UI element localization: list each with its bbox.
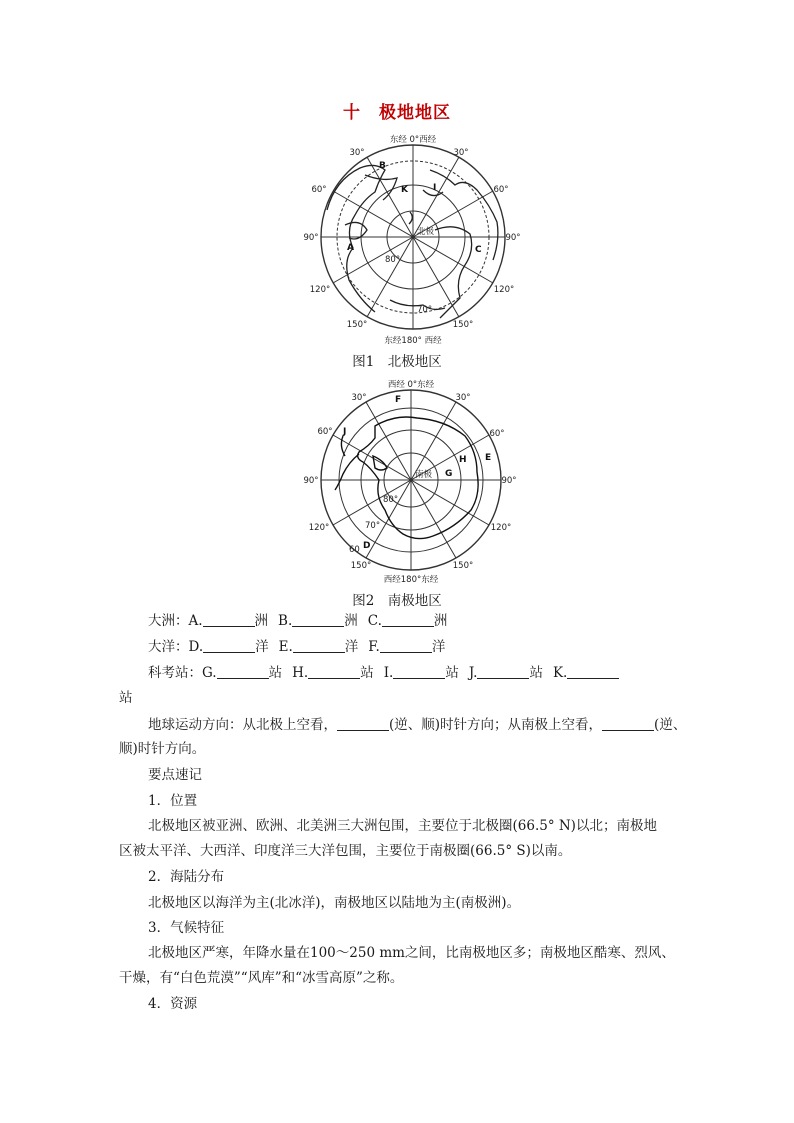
station-line-wrap: [119, 688, 133, 708]
arctic-deg-120-w: 120°: [309, 285, 331, 295]
notes-heading: 要点速记: [148, 767, 202, 783]
arctic-mark-a: A: [347, 243, 354, 253]
arctic-map-graphic: [305, 130, 525, 345]
rotation-text-1: 地球运动方向：从北极上空看，: [148, 717, 337, 733]
arctic-caption: 图1 北极地区: [352, 354, 442, 370]
label-e: E.: [278, 639, 293, 655]
rotation-line-2: 顺)时针方向。: [119, 741, 206, 757]
antarctic-deg-90-w: 90°: [303, 476, 319, 486]
antarctic-deg-30-e: 30°: [455, 393, 471, 403]
blank-a[interactable]: [203, 612, 255, 627]
suffix-b: 洲: [344, 613, 358, 629]
antarctic-top-label: 西经 0°东经: [387, 380, 435, 390]
blank-rotation-south[interactable]: [602, 716, 654, 731]
antarctic-lat-60: 60: [349, 545, 360, 555]
antarctic-caption: 图2 南极地区: [352, 593, 442, 609]
antarctic-deg-120-e: 120°: [490, 523, 512, 533]
arctic-mark-b: B: [379, 161, 386, 171]
ocean-line: [148, 637, 445, 657]
label-c: C.: [367, 613, 382, 629]
arctic-deg-30-w: 30°: [349, 148, 365, 158]
section-1-line-1: 北极地区被亚洲、欧洲、北美洲三大洲包围，主要位于北极圈(66.5° N)以北；南极地: [148, 818, 657, 834]
suffix-c: 洲: [433, 613, 448, 629]
arctic-deg-90-e: 90°: [505, 233, 521, 243]
arctic-deg-60-e: 60°: [493, 185, 509, 195]
suffix-k: 站: [119, 690, 133, 706]
arctic-deg-30-e: 30°: [453, 148, 469, 158]
antarctic-deg-90-e: 90°: [501, 476, 517, 486]
arctic-mark-k: K: [401, 185, 408, 195]
blank-i[interactable]: [393, 664, 445, 679]
page-title: 十 极地地区: [343, 103, 451, 123]
antarctic-lat-80: 80°: [383, 495, 399, 505]
suffix-a: 洲: [254, 613, 269, 629]
blank-g[interactable]: [217, 664, 269, 679]
rotation-line-1: [148, 715, 686, 735]
blank-j[interactable]: [477, 664, 529, 679]
continent-line: [148, 611, 447, 631]
section-2-line-1: 北极地区以海洋为主(北冰洋)，南极地区以陆地为主(南极洲)。: [148, 895, 521, 911]
antarctic-deg-150-e: 150°: [452, 561, 474, 571]
label-k: K.: [552, 665, 568, 681]
antarctic-mark-d: D: [363, 541, 371, 551]
suffix-i: 站: [445, 665, 459, 681]
blank-c[interactable]: [382, 612, 434, 627]
label-d: D.: [188, 639, 204, 655]
antarctic-deg-60-e: 60°: [489, 429, 505, 439]
suffix-f: 洋: [431, 639, 446, 655]
arctic-deg-60-w: 60°: [311, 185, 327, 195]
blank-k[interactable]: [567, 664, 619, 679]
suffix-e: 洋: [344, 639, 359, 655]
blank-rotation-north[interactable]: [337, 716, 389, 731]
arctic-mark-c: C: [475, 245, 482, 255]
antarctic-mark-e: E: [485, 453, 492, 463]
antarctic-map-graphic: [305, 376, 525, 584]
antarctic-lat-70: 70°: [365, 521, 381, 531]
blank-b[interactable]: [292, 612, 344, 627]
antarctic-mark-g: G: [445, 469, 453, 479]
arctic-deg-120-e: 120°: [493, 285, 515, 295]
blank-d[interactable]: [203, 638, 255, 653]
rotation-text-2: (逆、顺)时针方向；从南极上空看，: [389, 717, 603, 733]
arctic-deg-90-w: 90°: [303, 233, 319, 243]
blank-f[interactable]: [380, 638, 432, 653]
arctic-pole-label: 北极: [417, 227, 435, 237]
section-3-line-1: 北极地区严寒，年降水量在100～250 mm之间，比南极地区多；南极地区酷寒、烈风、: [148, 945, 675, 961]
section-2-title: 2．海陆分布: [148, 869, 225, 885]
antarctic-bottom-label: 西经180°东经: [383, 575, 439, 585]
blank-h[interactable]: [308, 664, 360, 679]
continent-label: 大洲：: [148, 613, 189, 629]
station-label: 科考站：: [148, 665, 202, 681]
label-a: A.: [188, 613, 203, 629]
label-g: G.: [202, 665, 217, 681]
antarctic-deg-60-w: 60°: [317, 427, 333, 437]
antarctic-map: [305, 376, 525, 584]
antarctic-deg-150-w: 150°: [350, 561, 372, 571]
arctic-bottom-label: 东经180° 西经: [384, 336, 442, 346]
arctic-lat-70: 70°: [417, 305, 433, 315]
arctic-deg-150-e: 150°: [452, 320, 474, 330]
suffix-d: 洋: [255, 639, 269, 655]
arctic-lat-80: 80°: [385, 255, 401, 265]
antarctic-pole-label: 南极: [415, 470, 433, 480]
arctic-map: [305, 130, 525, 345]
section-1-title: 1．位置: [148, 793, 198, 809]
antarctic-mark-j: J: [343, 427, 347, 437]
section-3-line-2: 干燥，有“白色荒漠”“风库”和“冰雪高原”之称。: [119, 970, 404, 986]
arctic-top-label: 东经 0°西经: [389, 135, 437, 145]
arctic-deg-150-w: 150°: [346, 320, 368, 330]
label-b: B.: [278, 613, 293, 629]
arctic-mark-i: I: [433, 183, 437, 193]
label-h: H.: [292, 665, 309, 681]
label-f: F.: [368, 639, 380, 655]
suffix-g: 站: [268, 665, 283, 681]
section-1-line-2: 区被太平洋、大西洋、印度洋三大洋包围，主要位于南极圈(66.5° S)以南。: [119, 843, 572, 859]
label-i: I.: [383, 665, 394, 681]
antarctic-deg-30-w: 30°: [351, 393, 367, 403]
rotation-text-3: (逆、: [654, 717, 687, 733]
station-line: [148, 663, 619, 683]
antarctic-deg-120-w: 120°: [308, 523, 330, 533]
suffix-j: 站: [529, 665, 543, 681]
label-j: J.: [468, 665, 478, 681]
antarctic-mark-h: H: [459, 455, 467, 465]
suffix-h: 站: [360, 665, 374, 681]
section-3-title: 3．气候特征: [148, 920, 225, 936]
antarctic-mark-f: F: [395, 395, 402, 405]
section-4-title: 4．资源: [148, 996, 198, 1012]
ocean-label: 大洋：: [148, 639, 189, 655]
blank-e[interactable]: [293, 638, 345, 653]
